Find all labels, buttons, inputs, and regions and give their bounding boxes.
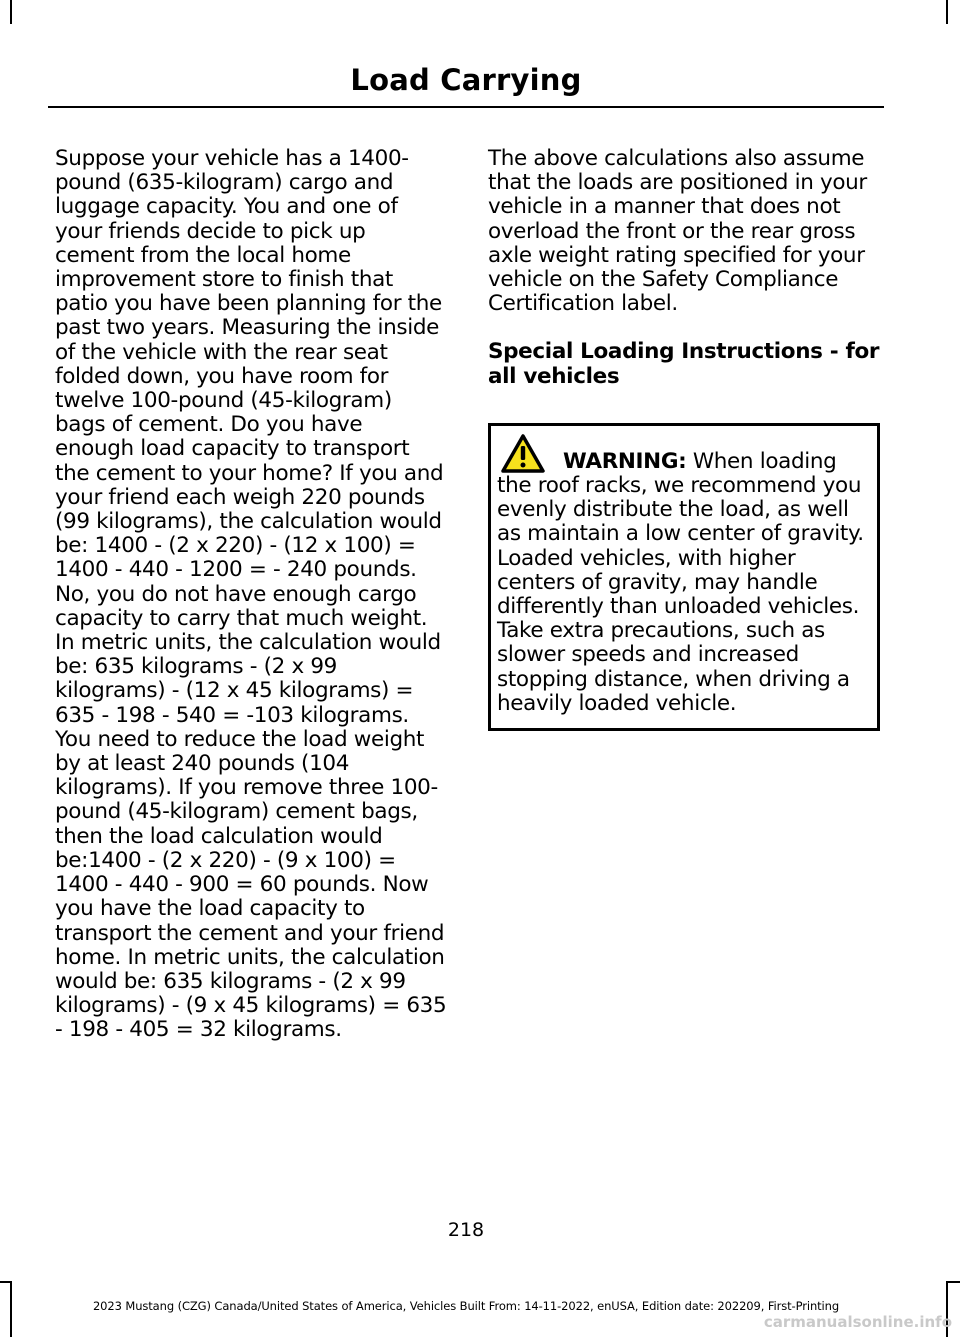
- right-column: [488, 147, 880, 731]
- warning-text: When loading the roof racks, we recommend you evenly distribute the load, as well as maintain a low center of gravity. Loaded vehicles, with higher centers of gravity, may handle differently than unloaded vehicles. Take extra precautions, such as slower speeds and increased stopping distance, when driving a heavily loaded vehicle.: [497, 448, 864, 716]
- page-title: Load Carrying: [350, 63, 582, 97]
- section-heading: Special Loading Instructions - for all vehicles: [488, 339, 880, 389]
- crop-mark: [948, 1281, 960, 1283]
- crop-mark: [10, 0, 12, 24]
- body-paragraph: Suppose your vehicle has a 1400-pound (635-kilogram) cargo and luggage capacity. You and one of your friends decide to pick up cement from the local home improvement store to finish that patio you have been planning for the past two years. Measuring the inside of the vehicle with the rear seat folded down, you have room for twelve 100-pound (45-kilogram) bags of cement. Do you have enough load capacity to transport the cement to your home? If you and your friend each weigh 220 pounds (99 kilograms), the calculation would be: 1400 - (2 x 220) - (12 x 100) = 1400 - 440 - 1200 = - 240 pounds. No, you do not have enough cargo capacity to carry that much weight. In metric units, the calculation would be: 635 kilograms - (2 x 99 kilograms) - (12 x 45 kilograms) = 635 - 198 - 540 = -103 kilograms. You need to reduce the load weight by at least 240 pounds (104 kilograms). If you remove three 100-pound (45-kilogram) cement bags, then the load calculation would be:1400 - (2 x 220) - (9 x 100) = 1400 - 440 - 900 = 60 pounds. Now you have the load capacity to transport the cement and your friend home. In metric units, the calculation would be: 635 kilograms - (2 x 99 kilograms) - (9 x 45 kilograms) = 635 - 198 - 405 = 32 kilograms.: [55, 146, 447, 1043]
- header-divider: [48, 106, 884, 108]
- left-column: [55, 147, 447, 1043]
- crop-mark: [0, 1281, 10, 1283]
- crop-mark: [946, 0, 948, 24]
- page-number: 218: [447, 1219, 485, 1241]
- warning-box: [488, 423, 880, 731]
- warning-triangle-icon: [501, 434, 545, 474]
- warning-label: WARNING:: [563, 448, 687, 474]
- watermark: carmanualsonline.info: [763, 1313, 952, 1331]
- footer-text: 2023 Mustang (CZG) Canada/United States of America, Vehicles Built From: 14-11-2022, enUSA, Edition date: 202209, First-Printing: [92, 1299, 840, 1313]
- body-paragraph: The above calculations also assume that the loads are positioned in your vehicle in a manner that does not overload the front or the rear gross axle weight rating specified for your vehicle on the Safety Compliance Certification label.: [488, 146, 867, 317]
